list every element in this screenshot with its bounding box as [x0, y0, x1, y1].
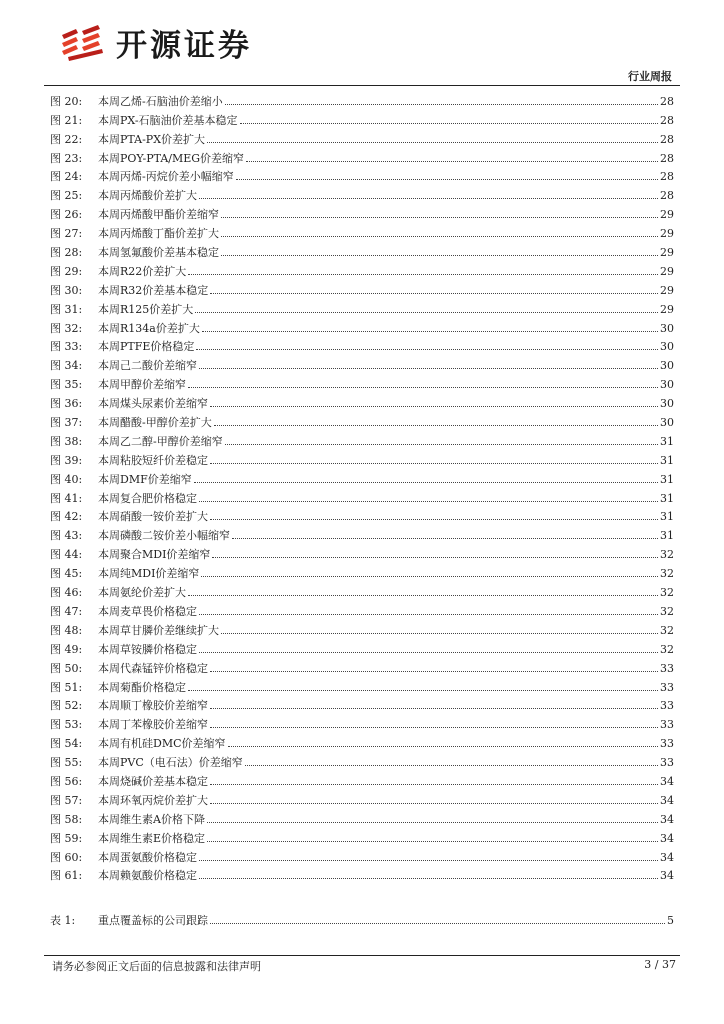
entry-number: 图 43:	[50, 529, 83, 543]
entry-page: 34	[660, 793, 674, 807]
toc-entry[interactable]	[50, 89, 674, 108]
entry-title: 本周丁苯橡胶价差缩窄	[98, 718, 208, 732]
entry-page: 34	[660, 774, 674, 788]
dot-leader	[210, 922, 665, 924]
toc-entry[interactable]	[50, 637, 674, 656]
dot-leader	[202, 330, 658, 332]
entry-number: 表 1:	[50, 913, 76, 927]
toc-entry[interactable]	[50, 335, 674, 354]
entry-number: 图 53:	[50, 718, 83, 732]
entry-page: 29	[660, 302, 674, 316]
entry-page: 32	[660, 548, 674, 562]
entry-page: 29	[660, 283, 674, 297]
toc-entry[interactable]	[50, 712, 674, 731]
toc-entry[interactable]	[50, 202, 674, 221]
toc-entry[interactable]	[50, 542, 674, 561]
dot-leader	[199, 651, 658, 653]
toc-entry[interactable]	[50, 656, 674, 675]
entry-number: 图 52:	[50, 699, 83, 713]
brand-logo	[58, 20, 252, 64]
entry-title: 本周赖氨酸价格稳定	[98, 869, 197, 883]
entry-number: 图 23:	[50, 151, 83, 165]
dot-leader	[188, 689, 658, 691]
entry-title: 本周PTA-PX价差扩大	[98, 132, 206, 146]
dot-leader	[199, 367, 658, 369]
entry-page: 28	[660, 151, 674, 165]
entry-title: 本周乙二醇-甲醇价差缩窄	[98, 434, 223, 448]
entry-number: 图 38:	[50, 434, 83, 448]
entry-number: 图 48:	[50, 623, 83, 637]
toc-entry[interactable]	[50, 505, 674, 524]
dot-leader	[221, 216, 658, 218]
entry-page: 28	[660, 170, 674, 184]
entry-page: 33	[660, 756, 674, 770]
dot-leader	[207, 840, 658, 842]
entry-number: 图 57:	[50, 793, 83, 807]
footer-disclaimer: 请务必参阅正文后面的信息披露和法律声明	[52, 960, 261, 973]
toc-entry[interactable]	[50, 618, 674, 637]
entry-title: 本周菊酯价格稳定	[98, 680, 186, 694]
entry-title: 本周氨纶价差扩大	[98, 586, 186, 600]
toc-entry[interactable]	[50, 675, 674, 694]
entry-page: 30	[660, 321, 674, 335]
entry-page: 33	[660, 699, 674, 713]
entry-number: 图 55:	[50, 756, 83, 770]
toc-entry[interactable]	[50, 864, 674, 883]
entry-title: 本周R125价差扩大	[98, 302, 194, 316]
toc-entry[interactable]	[50, 769, 674, 788]
dot-leader	[210, 707, 658, 709]
entry-title: 本周烧碱价差基本稳定	[98, 774, 208, 788]
dot-leader	[210, 405, 658, 407]
toc-entry[interactable]	[50, 297, 674, 316]
entry-page: 29	[660, 246, 674, 260]
dot-leader	[221, 235, 658, 237]
dot-leader	[210, 783, 658, 785]
entry-title: 本周粘胶短纤价差稳定	[98, 453, 208, 467]
entry-page: 29	[660, 227, 674, 241]
dot-leader	[228, 745, 659, 747]
entry-number: 图 39:	[50, 453, 83, 467]
entry-title: 本周麦草畏价格稳定	[98, 604, 197, 618]
entry-number: 图 47:	[50, 604, 83, 618]
toc-entry[interactable]	[50, 807, 674, 826]
dot-leader	[210, 462, 658, 464]
entry-number: 图 30:	[50, 283, 83, 297]
entry-page: 28	[660, 189, 674, 203]
entry-number: 图 32:	[50, 321, 83, 335]
entry-number: 图 26:	[50, 208, 83, 222]
dot-leader	[199, 500, 658, 502]
dot-leader	[207, 141, 658, 143]
brand-name: 开源证券	[116, 27, 252, 64]
entry-number: 图 46:	[50, 586, 83, 600]
entry-number: 图 45:	[50, 567, 83, 581]
entry-number: 图 60:	[50, 850, 83, 864]
toc-entry[interactable]	[50, 108, 674, 127]
dot-leader	[188, 594, 658, 596]
entry-title: 本周磷酸二铵价差小幅缩窄	[98, 529, 230, 543]
entry-number: 图 34:	[50, 359, 83, 373]
entry-page: 34	[660, 850, 674, 864]
dot-leader	[214, 424, 658, 426]
entry-title: 本周R32价差基本稳定	[98, 283, 209, 297]
entry-page: 31	[660, 491, 674, 505]
toc-entry[interactable]	[50, 183, 674, 202]
dot-leader	[225, 103, 658, 105]
entry-title: 本周维生素A价格下降	[98, 812, 205, 826]
dot-leader	[246, 160, 658, 162]
toc-entry[interactable]	[50, 410, 674, 429]
entry-page: 31	[660, 510, 674, 524]
toc-entry[interactable]	[50, 523, 674, 542]
entry-title: 本周氢氟酸价差基本稳定	[98, 246, 219, 260]
entry-title: 本周草甘膦价差继续扩大	[98, 623, 219, 637]
entry-page: 32	[660, 642, 674, 656]
dot-leader	[221, 632, 658, 634]
entry-page: 33	[660, 680, 674, 694]
entry-number: 图 56:	[50, 774, 83, 788]
dot-leader	[201, 575, 658, 577]
entry-number: 图 51:	[50, 680, 83, 694]
entry-page: 32	[660, 604, 674, 618]
page-number: 3 / 37	[644, 958, 676, 971]
entry-number: 图 58:	[50, 812, 83, 826]
entry-page: 31	[660, 529, 674, 543]
entry-title: 本周丙烯-丙烷价差小幅缩窄	[98, 170, 234, 184]
entry-title: 本周维生素E价格稳定	[98, 831, 206, 845]
entry-number: 图 29:	[50, 264, 83, 278]
toc-entry[interactable]	[50, 165, 674, 184]
toc-entry[interactable]	[50, 127, 674, 146]
dot-leader	[210, 518, 658, 520]
entry-page: 29	[660, 208, 674, 222]
toc-entry[interactable]	[50, 429, 674, 448]
entry-number: 图 22:	[50, 132, 83, 146]
toc-entry[interactable]	[50, 353, 674, 372]
entry-title: 本周己二酸价差缩窄	[98, 359, 197, 373]
entry-title: 本周蛋氨酸价格稳定	[98, 850, 197, 864]
toc-entry[interactable]	[50, 448, 674, 467]
entry-title: 本周聚合MDI价差缩窄	[98, 548, 211, 562]
toc-entry[interactable]	[50, 486, 674, 505]
entry-number: 图 42:	[50, 510, 83, 524]
entry-title: 本周POY-PTA/MEG价差缩窄	[98, 151, 245, 165]
entry-page: 28	[660, 113, 674, 127]
entry-title: 本周乙烯-石脑油价差缩小	[98, 94, 223, 108]
entry-title: 本周R22价差扩大	[98, 264, 187, 278]
dot-leader	[210, 802, 658, 804]
entry-number: 图 61:	[50, 869, 83, 883]
entry-title: 重点覆盖标的公司跟踪	[98, 913, 208, 927]
toc-entry[interactable]	[50, 372, 674, 391]
entry-title: 本周醋酸-甲醇价差扩大	[98, 416, 212, 430]
entry-page: 30	[660, 359, 674, 373]
table-entry[interactable]	[50, 908, 674, 927]
entry-title: 本周甲醇价差缩窄	[98, 378, 186, 392]
toc-entry[interactable]	[50, 240, 674, 259]
toc-entry[interactable]	[50, 788, 674, 807]
entry-page: 5	[667, 913, 674, 927]
entry-page: 33	[660, 661, 674, 675]
dot-leader	[196, 348, 658, 350]
dot-leader	[240, 122, 658, 124]
dot-leader	[207, 821, 658, 823]
entry-page: 31	[660, 472, 674, 486]
entry-title: 本周PVC（电石法）价差缩窄	[98, 756, 243, 770]
entry-page: 30	[660, 340, 674, 354]
toc-entry[interactable]	[50, 599, 674, 618]
toc-entry[interactable]	[50, 316, 674, 335]
entry-page: 33	[660, 737, 674, 751]
entry-title: 本周代森锰锌价格稳定	[98, 661, 208, 675]
entry-page: 30	[660, 416, 674, 430]
toc-entry[interactable]	[50, 826, 674, 845]
dot-leader	[236, 178, 658, 180]
entry-number: 图 44:	[50, 548, 83, 562]
entry-number: 图 50:	[50, 661, 83, 675]
entry-title: 本周DMF价差缩窄	[98, 472, 192, 486]
toc-entry[interactable]	[50, 750, 674, 769]
entry-page: 32	[660, 567, 674, 581]
footer-divider	[44, 955, 680, 956]
toc-entry[interactable]	[50, 845, 674, 864]
entry-title: 本周丙烯酸甲酯价差缩窄	[98, 208, 219, 222]
entry-title: 本周硝酸一铵价差扩大	[98, 510, 208, 524]
dot-leader	[188, 386, 658, 388]
dot-leader	[221, 254, 658, 256]
entry-page: 34	[660, 831, 674, 845]
entry-number: 图 40:	[50, 472, 83, 486]
entry-title: 本周丙烯酸丁酯价差扩大	[98, 227, 219, 241]
dot-leader	[195, 311, 658, 313]
table-list	[50, 908, 674, 927]
entry-page: 34	[660, 812, 674, 826]
entry-number: 图 33:	[50, 340, 83, 354]
dot-leader	[199, 877, 658, 879]
dot-leader	[232, 537, 658, 539]
toc-entry[interactable]	[50, 731, 674, 750]
dot-leader	[199, 859, 658, 861]
entry-page: 31	[660, 453, 674, 467]
entry-page: 32	[660, 586, 674, 600]
entry-title: 本周顺丁橡胶价差缩窄	[98, 699, 208, 713]
entry-title: 本周R134a价差扩大	[98, 321, 200, 335]
entry-number: 图 25:	[50, 189, 83, 203]
entry-title: 本周煤头尿素价差缩窄	[98, 397, 208, 411]
entry-number: 图 35:	[50, 378, 83, 392]
toc-entry[interactable]	[50, 391, 674, 410]
entry-page: 29	[660, 264, 674, 278]
toc-entry[interactable]	[50, 221, 674, 240]
entry-page: 30	[660, 378, 674, 392]
dot-leader	[212, 556, 658, 558]
dot-leader	[225, 443, 658, 445]
entry-title: 本周有机硅DMC价差缩窄	[98, 737, 226, 751]
dot-leader	[245, 764, 658, 766]
entry-page: 33	[660, 718, 674, 732]
entry-title: 本周PTFE价格稳定	[98, 340, 195, 354]
toc-entry[interactable]	[50, 694, 674, 713]
toc-entry[interactable]	[50, 467, 674, 486]
entry-number: 图 37:	[50, 416, 83, 430]
entry-number: 图 24:	[50, 170, 83, 184]
dot-leader	[210, 670, 658, 672]
report-type: 行业周报	[628, 70, 672, 83]
toc-entry[interactable]	[50, 561, 674, 580]
entry-number: 图 36:	[50, 397, 83, 411]
dot-leader	[199, 613, 658, 615]
entry-number: 图 41:	[50, 491, 83, 505]
figure-list	[50, 89, 674, 882]
dot-leader	[188, 273, 658, 275]
entry-number: 图 54:	[50, 737, 83, 751]
entry-page: 31	[660, 434, 674, 448]
entry-title: 本周纯MDI价差缩窄	[98, 567, 200, 581]
toc-entry[interactable]	[50, 278, 674, 297]
entry-number: 图 28:	[50, 246, 83, 260]
entry-title: 本周草铵膦价格稳定	[98, 642, 197, 656]
dot-leader	[210, 726, 658, 728]
entry-title: 本周复合肥价格稳定	[98, 491, 197, 505]
entry-page: 34	[660, 869, 674, 883]
entry-page: 32	[660, 623, 674, 637]
header-divider	[44, 85, 680, 86]
toc-entry[interactable]	[50, 259, 674, 278]
entry-number: 图 27:	[50, 227, 83, 241]
kaiyuan-logo-icon	[58, 21, 108, 63]
entry-number: 图 20:	[50, 94, 83, 108]
entry-title: 本周PX-石脑油价差基本稳定	[98, 113, 238, 127]
dot-leader	[210, 292, 658, 294]
entry-number: 图 21:	[50, 113, 83, 127]
entry-title: 本周丙烯酸价差扩大	[98, 189, 197, 203]
dot-leader	[194, 481, 658, 483]
entry-number: 图 31:	[50, 302, 83, 316]
entry-number: 图 49:	[50, 642, 83, 656]
entry-page: 30	[660, 397, 674, 411]
entry-number: 图 59:	[50, 831, 83, 845]
dot-leader	[199, 197, 658, 199]
entry-title: 本周环氧丙烷价差扩大	[98, 793, 208, 807]
toc-entry[interactable]	[50, 146, 674, 165]
toc-entry[interactable]	[50, 580, 674, 599]
entry-page: 28	[660, 132, 674, 146]
entry-page: 28	[660, 94, 674, 108]
